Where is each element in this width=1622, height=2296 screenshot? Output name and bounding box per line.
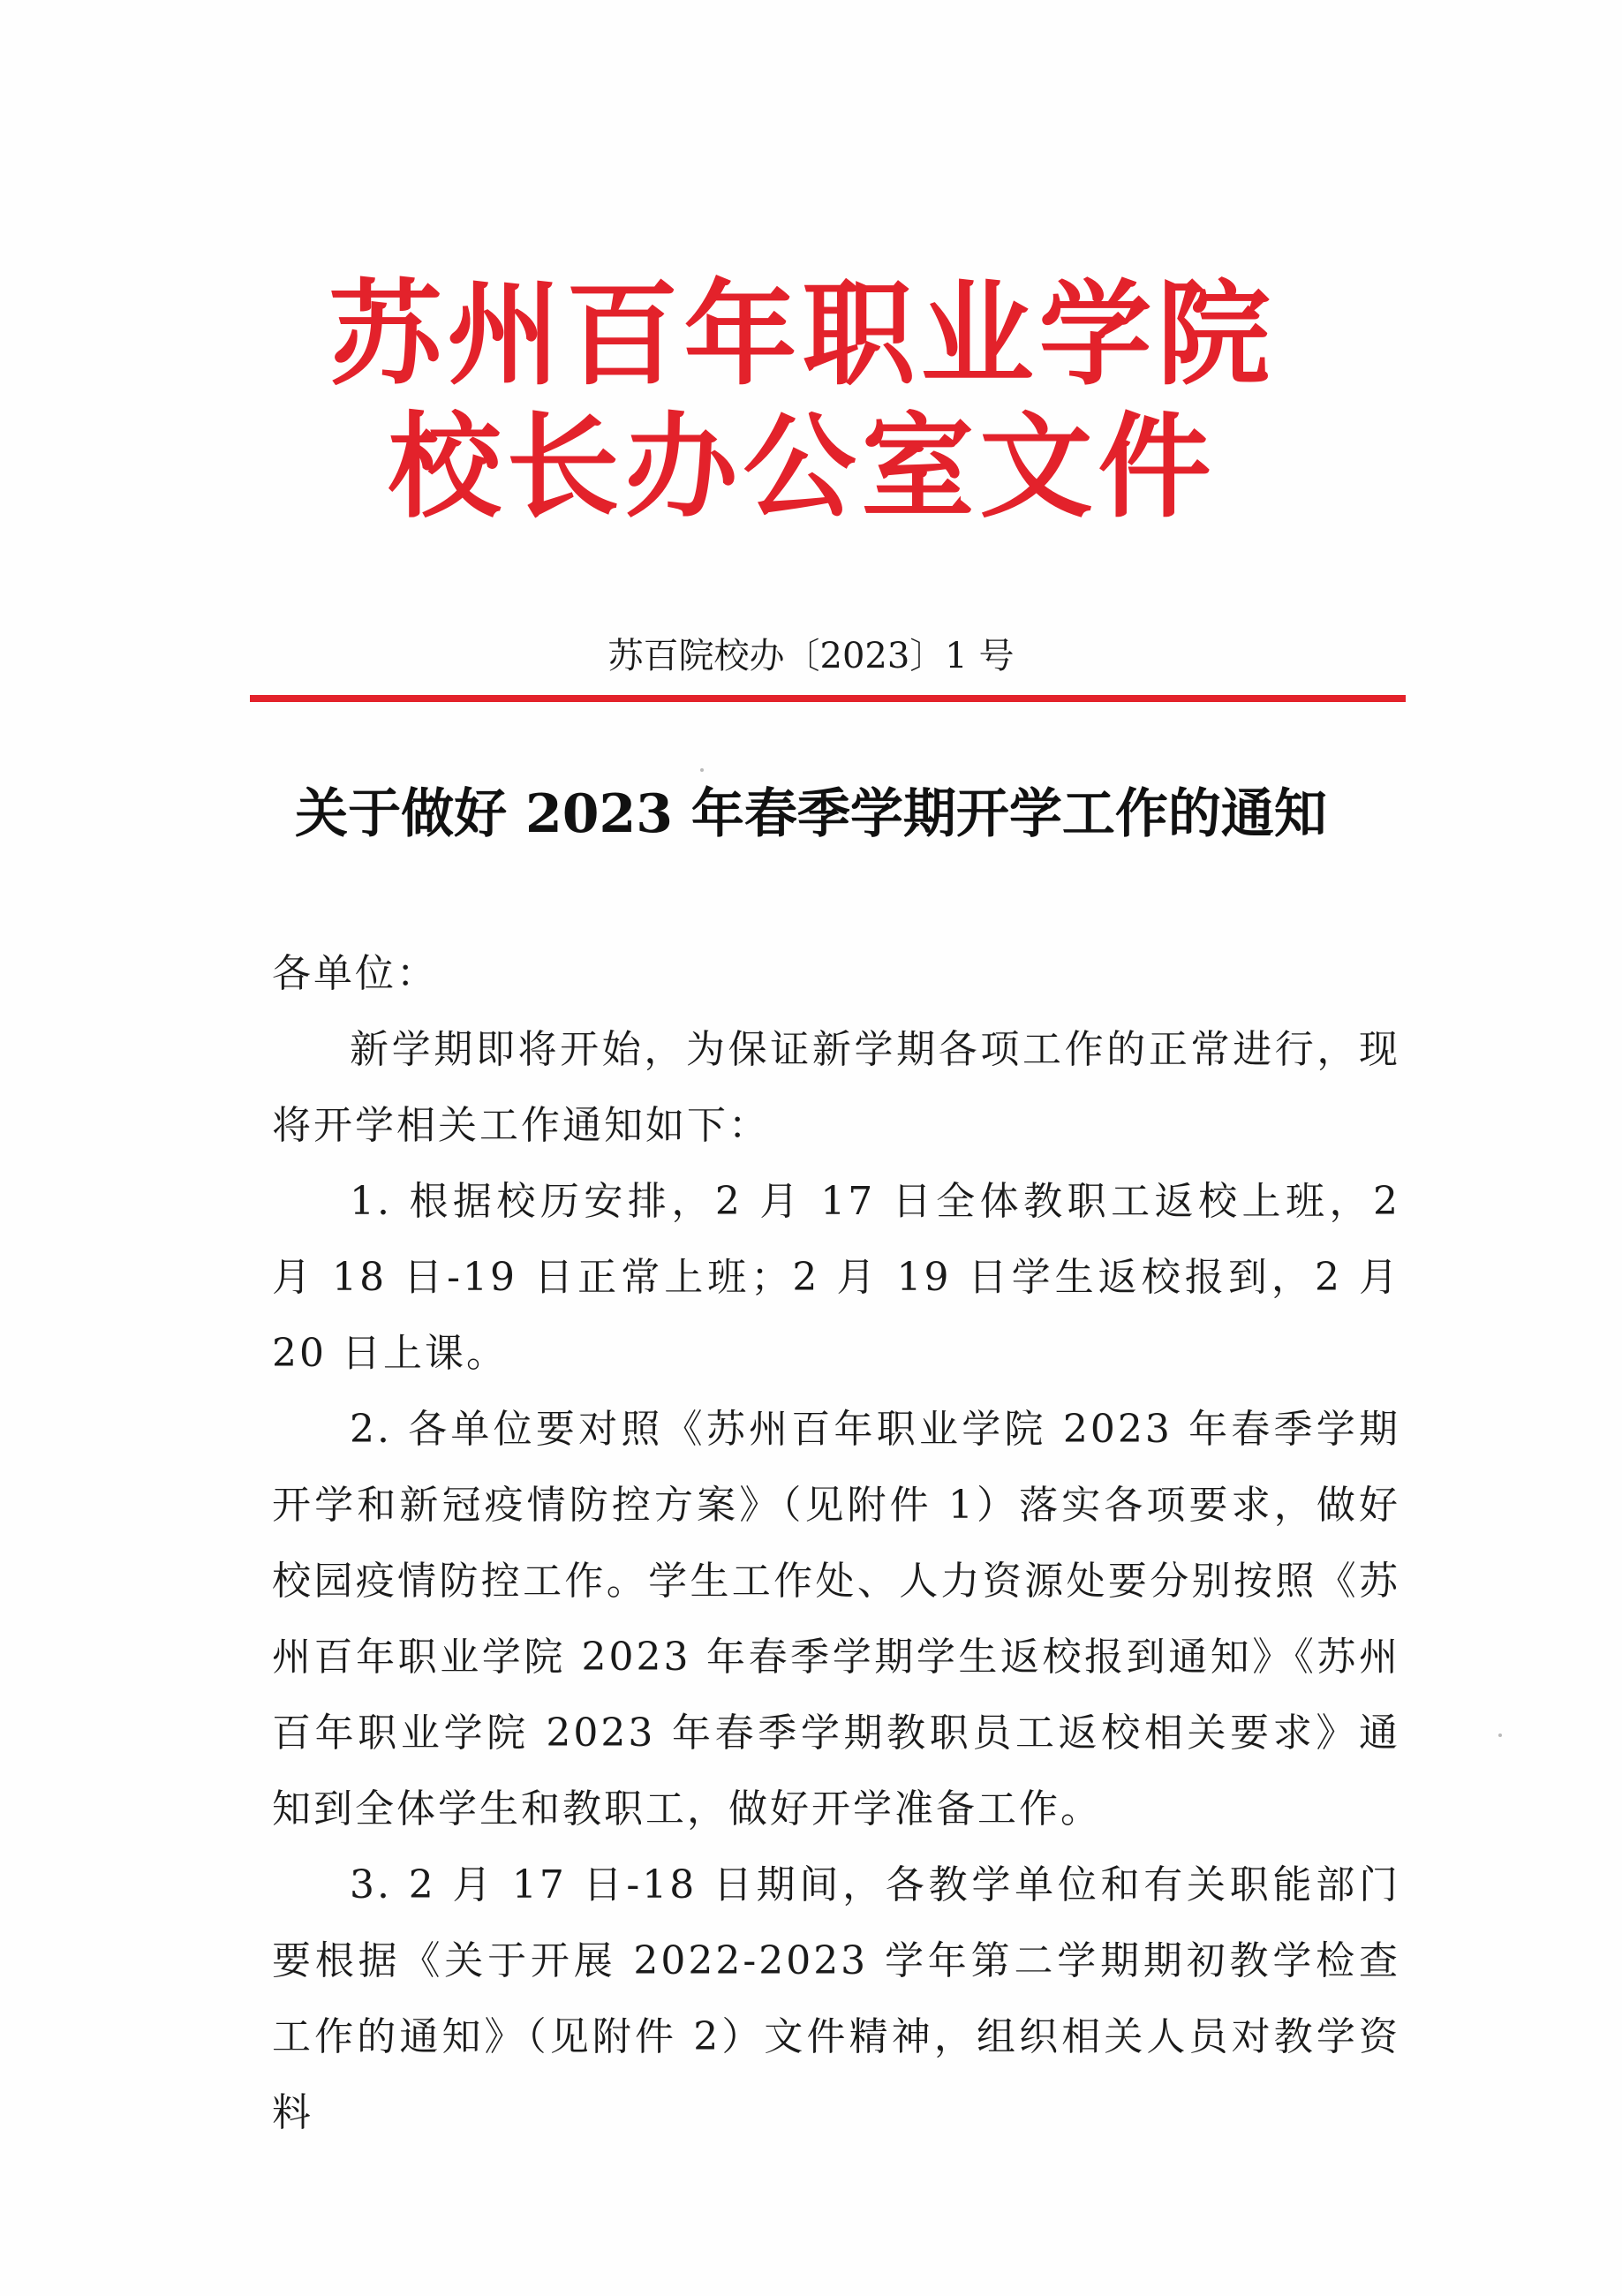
paragraph-item-1: 1. 根据校历安排，2 月 17 日全体教职工返校上班，2 月 18 日-19 日正常上班；2 月 19 日学生返校报到，2 月 20 日上课。 [272, 1179, 1400, 1376]
salutation: 各单位： [272, 951, 438, 996]
red-divider-rule [250, 695, 1406, 702]
issuer-title-line-1: 苏州百年职业学院 [328, 269, 1276, 401]
paragraph-item-2: 2. 各单位要对照《苏州百年职业学院 2023 年春季学期开学和新冠疫情防控方案》（见附件 1）落实各项要求，做好校园疫情防控工作。学生工作处、人力资源处要分别按照《苏州百年职业学院 2023 年春季学期学生返校报到通知》《苏州百年职业学院 2023 年春季学期教职员工返校相关要求》通知到全体学生和教职工，做好开学准备工作。 [272, 1407, 1400, 1832]
issuer-title-line-2: 校长办公室文件 [388, 402, 1217, 533]
notice-title: 关于做好 2023 年春季学期开学工作的通知 [295, 783, 1327, 845]
scan-speck [700, 768, 704, 772]
paragraph-intro: 新学期即将开始，为保证新学期各项工作的正常进行，现将开学相关工作通知如下： [272, 1027, 1400, 1148]
document-number: 苏百院校办〔2023〕1 号 [607, 636, 1015, 676]
scan-speck [1498, 1733, 1502, 1737]
body-paragraphs [272, 1012, 1400, 2151]
paragraph-item-3: 3. 2 月 17 日-18 日期间，各教学单位和有关职能部门要根据《关于开展 2022-2023 学年第二学期期初教学检查工作的通知》（见附件 2）文件精神，组织相关人员对教学资料 [272, 1862, 1400, 2135]
